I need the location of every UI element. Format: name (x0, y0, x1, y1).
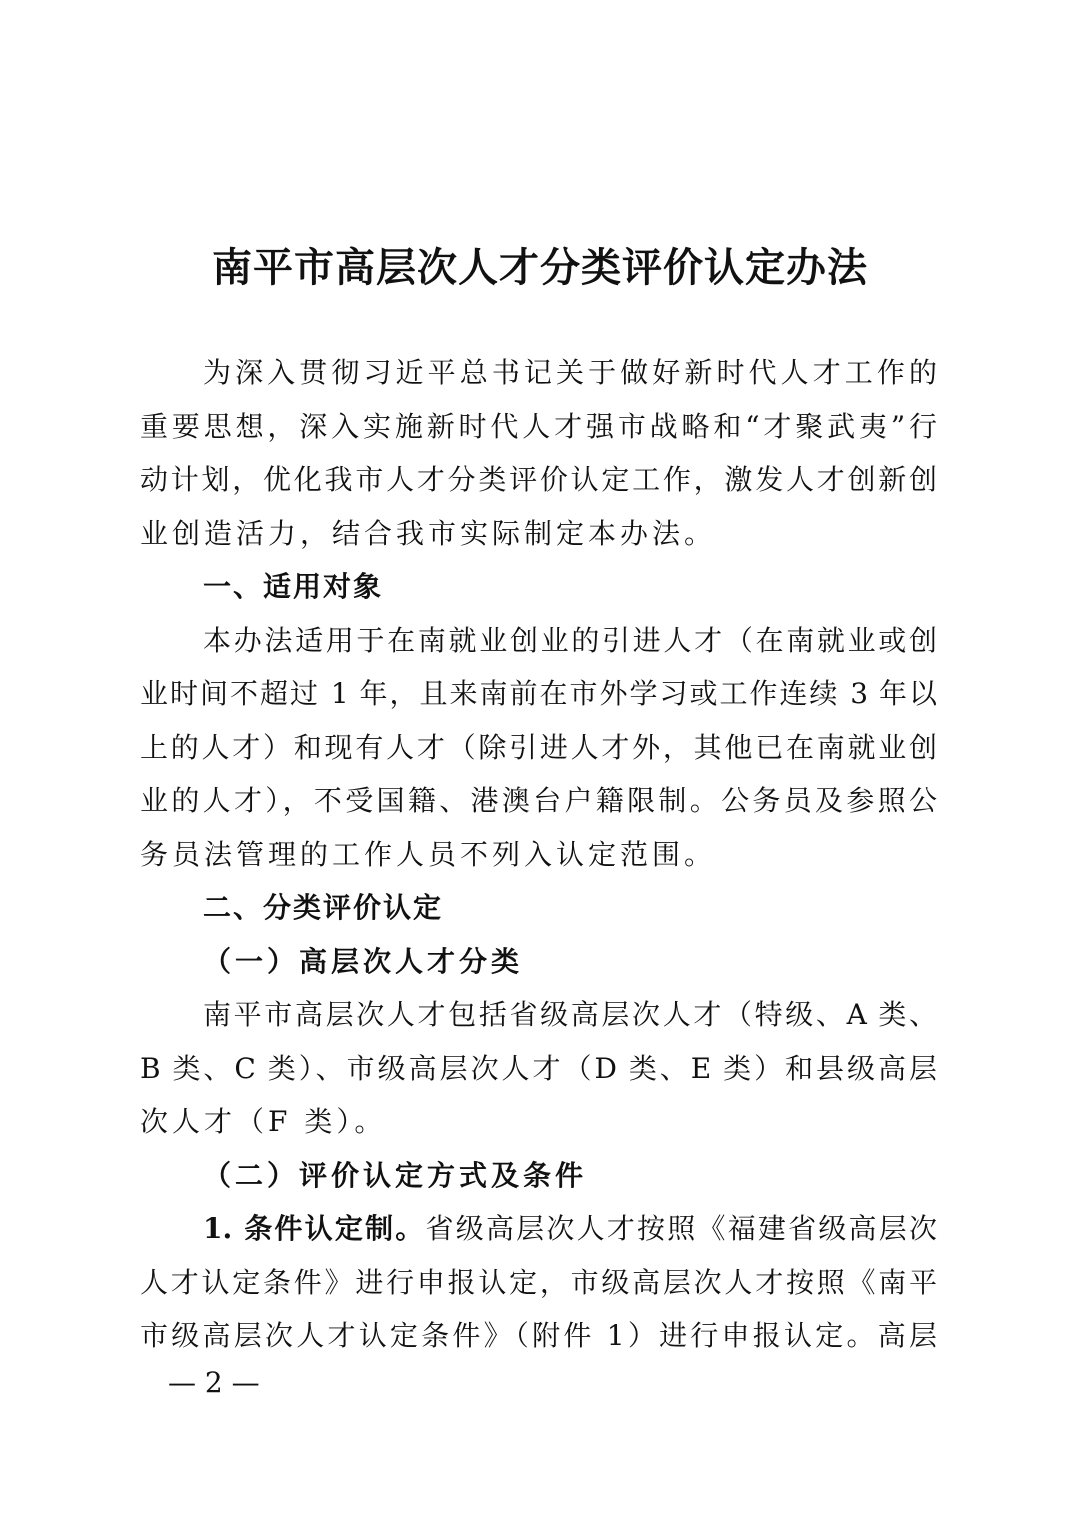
line-text: 动计划，优化我市人才分类评价认定工作，激发人才创新创 (140, 463, 937, 496)
text-line (140, 731, 937, 765)
line-text: （一）高层次人才分类 (203, 944, 524, 978)
line-text: B 类、C 类）、市级高层次人才（D 类、E 类）和县级高层 (140, 1051, 937, 1085)
line-text: （二）评价认定方式及条件 (203, 1158, 588, 1192)
text-line (140, 1266, 937, 1300)
text-line (140, 463, 937, 497)
line-text: 南平市高层次人才包括省级高层次人才（特级、A 类、 (203, 998, 937, 1031)
text-line (140, 677, 937, 711)
line-text: 业创造活力，结合我市实际制定本办法。 (140, 516, 717, 550)
line-text: 为深入贯彻习近平总书记关于做好新时代人才工作的 (203, 356, 937, 389)
text-line (140, 838, 937, 872)
line-text: 业的人才），不受国籍、港澳台户籍限制。公务员及参照公 (140, 784, 937, 817)
line-text: 人才认定条件》进行申报认定，市级高层次人才按照《南平 (140, 1265, 937, 1299)
line-text: 业时间不超过 1 年，且来南前在市外学习或工作连续 3 年以 (140, 677, 937, 710)
text-line (140, 1319, 937, 1353)
text-line (140, 1105, 937, 1139)
line-text: 务员法管理的工作人员不列入认定范围。 (140, 837, 717, 871)
line-text: 二、分类评价认定 (203, 891, 444, 924)
line-text: 省级高层次人才按照《福建省级高层次 (425, 1212, 937, 1245)
text-line (203, 624, 937, 658)
text-line (140, 784, 937, 818)
text-line (203, 1212, 937, 1246)
line-text: 市级高层次人才认定条件》（附件 1）进行申报认定。高层 (140, 1319, 937, 1352)
line-text: 上的人才）和现有人才（除引进人才外，其他已在南就业创 (140, 730, 937, 764)
section-heading (203, 1159, 937, 1193)
bold-lead: 1. 条件认定制。 (203, 1212, 426, 1245)
line-text: 本办法适用于在南就业创业的引进人才（在南就业或创 (203, 623, 937, 657)
line-text: 一、适用对象 (203, 570, 384, 603)
line-text: 次人才（F 类）。 (140, 1105, 387, 1138)
page-number: — 2 — (168, 1366, 260, 1399)
text-line (140, 1052, 937, 1086)
section-heading (203, 945, 937, 979)
line-text: 重要思想，深入实施新时代人才强市战略和“才聚武夷”行 (140, 409, 937, 443)
text-line (203, 356, 937, 390)
text-line (140, 517, 937, 551)
document-title: 南平市高层次人才分类评价认定办法 (212, 244, 868, 291)
section-heading (203, 570, 937, 604)
section-heading (203, 891, 937, 925)
text-line (140, 410, 937, 444)
text-line (203, 998, 937, 1032)
